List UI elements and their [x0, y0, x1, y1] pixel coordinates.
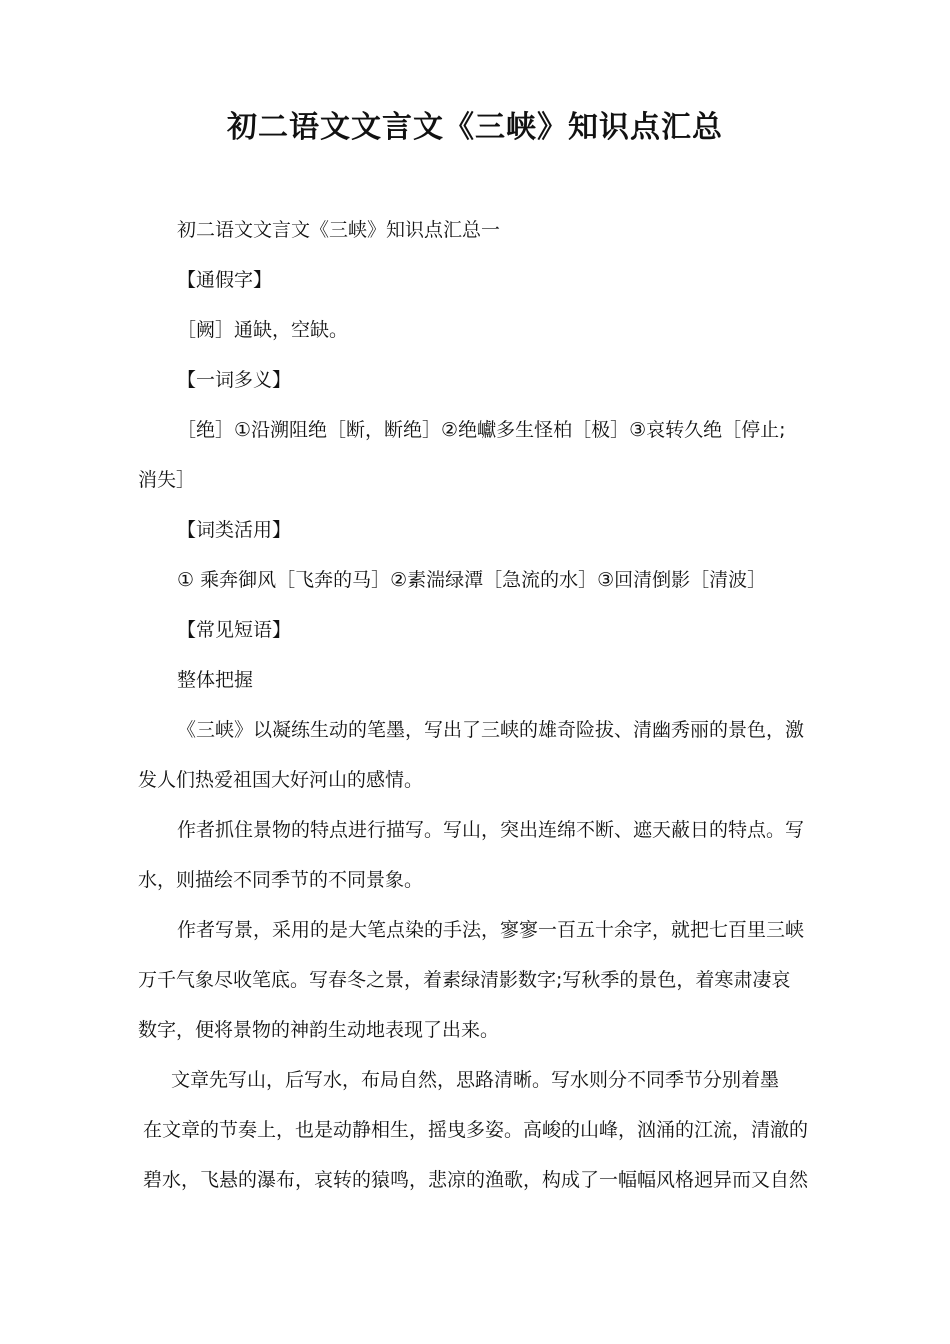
text-line: 消失］ — [138, 469, 196, 491]
text-line: 作者写景，采用的是大笔点染的手法，寥寥一百五十余字，就把七百里三峡 — [177, 919, 805, 941]
text-line: 在文章的节奏上，也是动静相生，摇曳多姿。高峻的山峰，汹涌的江流，清澈的 — [143, 1119, 809, 1141]
text-line: 碧水，飞悬的瀑布，哀转的猿鸣，悲凉的渔歌，构成了一幅幅风格迥异而又自然 — [143, 1169, 809, 1191]
section-heading-yiciduoyi: 【一词多义】 — [177, 369, 292, 391]
section-heading-tongjiazi: 【通假字】 — [177, 269, 273, 291]
text-line: ［阙］通缺，空缺。 — [177, 319, 349, 341]
text-line: 数字，便将景物的神韵生动地表现了出来。 — [138, 1019, 500, 1041]
section-heading-cileihuoyong: 【词类活用】 — [177, 519, 292, 541]
text-line: 发人们热爱祖国大好河山的感情。 — [138, 769, 424, 791]
text-line: 水，则描绘不同季节的不同景象。 — [138, 869, 424, 891]
subheading-line: 整体把握 — [177, 669, 254, 691]
text-line: 《三峡》以凝练生动的笔墨，写出了三峡的雄奇险拔、清幽秀丽的景色，激 — [177, 719, 805, 741]
text-line: ① 乘奔御风［飞奔的马］②素湍绿潭［急流的水］③回清倒影［清波］ — [177, 569, 767, 591]
text-line: ［绝］①沿溯阻绝［断，断绝］②绝巘多生怪柏［极］③哀转久绝［停止; — [177, 419, 786, 441]
text-line: 万千气象尽收笔底。写春冬之景，着素绿清影数字;写秋季的景色，着寒肃凄哀 — [138, 969, 791, 991]
text-line: 文章先写山，后写水，布局自然，思路清晰。写水则分不同季节分别着墨 — [171, 1069, 780, 1091]
subtitle-line: 初二语文文言文《三峡》知识点汇总一 — [177, 219, 501, 241]
text-line: 作者抓住景物的特点进行描写。写山，突出连绵不断、遮天蔽日的特点。写 — [177, 819, 805, 841]
document-title: 初二语文文言文《三峡》知识点汇总 — [227, 110, 723, 145]
section-heading-changjianduanyu: 【常见短语】 — [177, 619, 292, 641]
